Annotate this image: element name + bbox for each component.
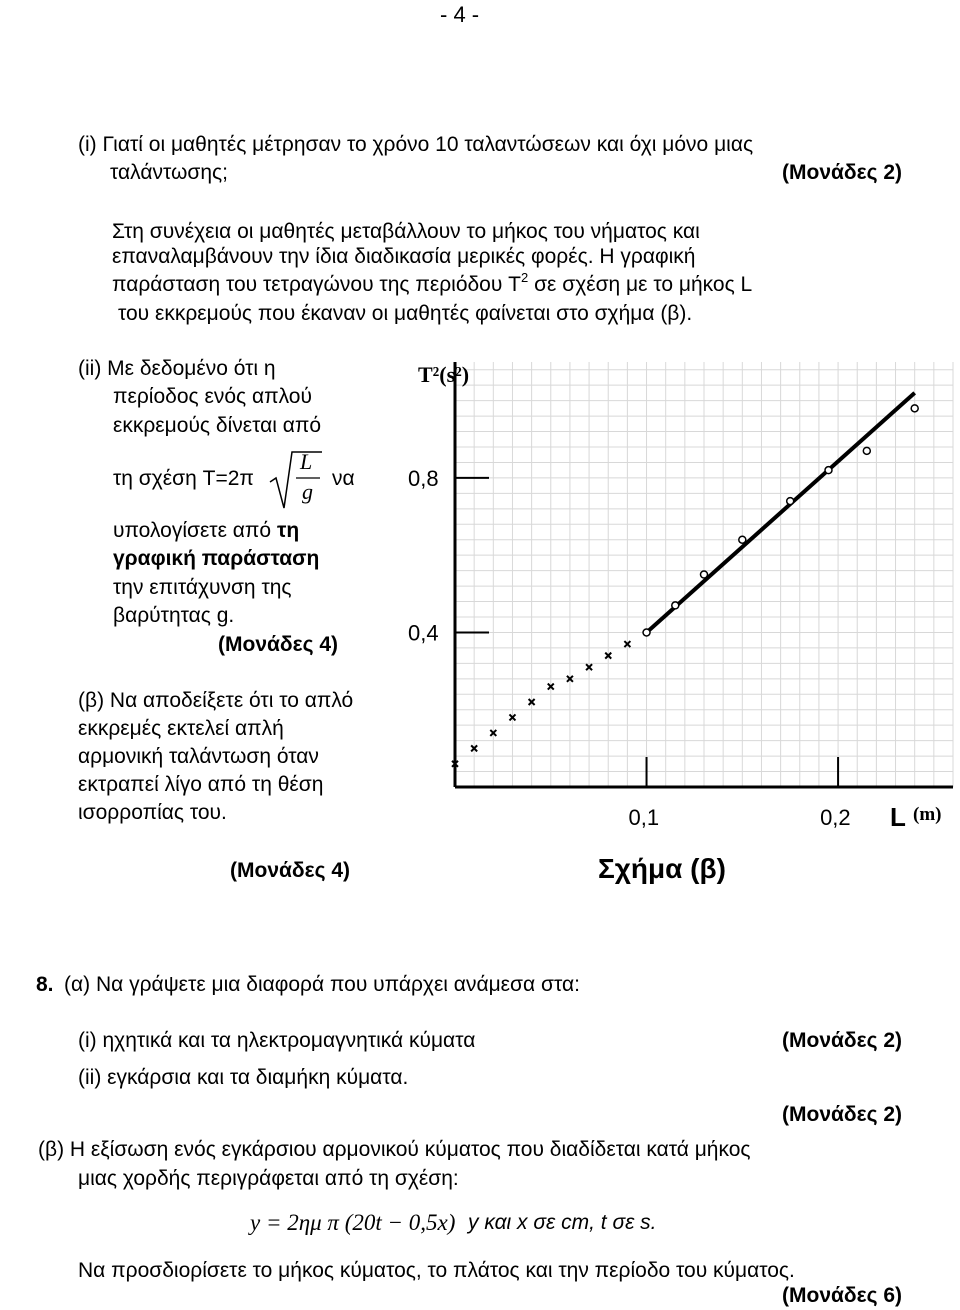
y-axis-label: T²(s²) [418, 362, 470, 387]
measured-point [701, 571, 708, 578]
question-beta-line2: εκκρεμές εκτελεί απλή [78, 717, 284, 740]
x-axis-unit: (m) [913, 804, 942, 825]
question-ii-line5-bold: τη [276, 519, 300, 542]
intro-line3-rest: σε σχέση με το μήκος L [528, 273, 753, 296]
fraction-denominator: g [302, 479, 313, 504]
intro-line3-text: παράσταση του τετραγώνου της περιόδου T [112, 273, 522, 296]
measured-point [911, 405, 918, 412]
t-squared-vs-length-chart [398, 350, 956, 895]
question-ii-line2: περίοδος ενός απλού [113, 385, 312, 408]
measured-point [672, 602, 679, 609]
question-8a-i: (i) ηχητικά και τα ηλεκτρομαγνητικά κύματα [78, 1029, 476, 1052]
sqrt-sign-icon [268, 448, 324, 510]
question-ii-line4: τη σχέση T=2π [113, 467, 254, 490]
intro-line1: Στη συνέχεια οι μαθητές μεταβάλλουν το μήκος του νήματος και [112, 220, 700, 243]
y-tick-label: 0,8 [408, 465, 439, 491]
measured-point [825, 467, 832, 474]
question-i-line2: ταλάντωσης; [110, 161, 228, 184]
question-ii-marks: (Μονάδες 4) [218, 633, 339, 656]
intro-line3 [112, 272, 752, 297]
question-8b-line2: μιας χορδής περιγράφεται από τη σχέση: [78, 1167, 459, 1190]
question-ii-line5 [113, 518, 299, 543]
question-beta-line4: εκτραπεί λίγο από τη θέση [78, 773, 324, 796]
question-8a-ii-marks: (Μονάδες 2) [782, 1103, 903, 1126]
question-8-number: 8. [36, 973, 54, 996]
question-i-label: (i) [78, 133, 97, 156]
question-ii-line1: (ii) Με δεδομένο ότι η [78, 357, 276, 380]
figure-beta [398, 350, 956, 895]
question-ii-line4-end: να [332, 467, 355, 490]
wave-equation: y = 2ημ π (20t − 0,5x) [250, 1210, 456, 1235]
page-number: - 4 - [440, 2, 480, 27]
question-i-line1 [78, 132, 753, 157]
question-beta-marks: (Μονάδες 4) [230, 859, 351, 882]
question-8a-line: (α) Να γράψετε μια διαφορά που υπάρχει ανάμεσα στα: [64, 973, 580, 996]
question-ii-line6: γραφική παράσταση [113, 547, 320, 570]
question-8a-i-marks: (Μονάδες 2) [782, 1029, 903, 1052]
y-tick-label: 0,4 [408, 620, 439, 646]
intro-line3-sup: 2 [521, 270, 529, 285]
question-beta-line3: αρμονική ταλάντωση όταν [78, 745, 319, 768]
question-i-marks: (Μονάδες 2) [782, 161, 903, 184]
question-beta-line5: ισορροπίας του. [78, 801, 227, 824]
intro-line2: επαναλαμβάνουν την ίδια διαδικασία μερικές φορές. Η γραφική [112, 245, 696, 268]
x-axis-label: L [890, 802, 906, 832]
x-tick-label: 0,2 [820, 805, 851, 830]
measured-point [787, 498, 794, 505]
question-ii-line3: εκκρεμούς δίνεται από [113, 414, 322, 437]
equation-units: y και x σε cm, t σε s. [468, 1211, 657, 1234]
intro-line4: του εκκρεμούς που έκαναν οι μαθητές φαίνεται στο σχήμα (β). [118, 302, 693, 325]
question-beta-line1: (β) Να αποδείξετε ότι το απλό [78, 689, 354, 712]
question-ii-line8: βαρύτητας g. [113, 604, 235, 627]
x-tick-label: 0,1 [628, 805, 660, 830]
question-8b-line1: (β) Η εξίσωση ενός εγκάρσιου αρμονικού κύματος που διαδίδεται κατά μήκος [38, 1138, 751, 1161]
fraction-numerator: L [300, 449, 313, 474]
question-ii-line5-text: υπολογίσετε από [113, 519, 277, 542]
question-ii-line7: την επιτάχυνση της [113, 576, 292, 599]
question-8a-ii: (ii) εγκάρσια και τα διαμήκη κύματα. [78, 1066, 409, 1089]
question-8b-line3: Να προσδιορίσετε το μήκος κύματος, το πλάτος και την περίοδο του κύματος. [78, 1259, 795, 1282]
measured-point [739, 536, 746, 543]
measured-point [643, 629, 650, 636]
question-8b-marks: (Μονάδες 6) [782, 1284, 903, 1307]
measured-point [863, 447, 870, 454]
sqrt-fraction [268, 448, 324, 510]
question-i-text: Γιατί οι μαθητές μέτρησαν το χρόνο 10 ταλαντώσεων και όχι μόνο μιας [102, 133, 754, 156]
figure-caption: Σχήμα (β) [598, 853, 726, 884]
